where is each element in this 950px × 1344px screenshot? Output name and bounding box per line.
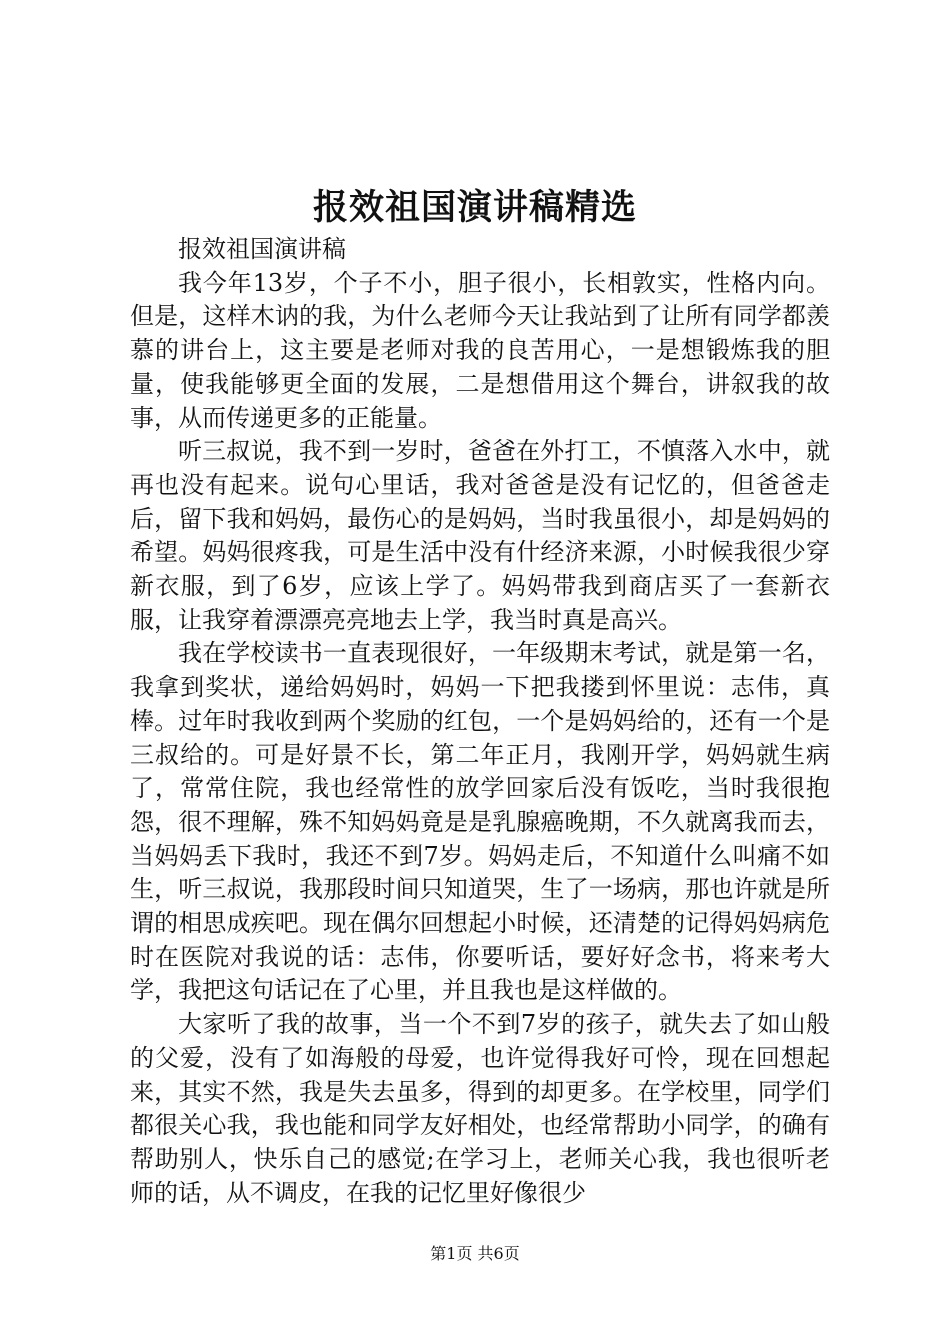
body-paragraph-4: 大家听了我的故事，当一个不到7岁的孩子，就失去了如山般的父爱，没有了如海般的母爱，也许觉得我好可怜，现在回想起来，其实不然，我是失去虽多，得到的却更多。在学校里，同学们都很关心我，我也能和同学友好相处，也经常帮助小同学，的确有帮助别人，快乐自己的感觉;在学习上，老师关心我，我也很听老师的话，从不调皮，在我的记忆里好像很少 — [130, 1010, 830, 1207]
document-body — [130, 233, 830, 1210]
page-number-footer: 第1页 共6页 — [430, 1244, 520, 1263]
document-title: 报效祖国演讲稿精选 — [312, 187, 637, 228]
body-paragraph-3: 我在学校读书一直表现很好，一年级期末考试，就是第一名，我拿到奖状，递给妈妈时，妈妈一下把我搂到怀里说：志伟，真棒。过年时我收到两个奖励的红包，一个是妈妈给的，还有一个是三叔给的。可是好景不长，第二年正月，我刚开学，妈妈就生病了，常常住院，我也经常性的放学回家后没有饭吃，当时我很抱怨，很不理解，殊不知妈妈竟是是乳腺癌晚期，不久就离我而去，当妈妈丢下我时，我还不到7岁。妈妈走后，不知道什么叫痛不如生，听三叔说，我那段时间只知道哭，生了一场病，那也许就是所谓的相思成疾吧。现在偶尔回想起小时候，还清楚的记得妈妈病危时在医院对我说的话：志伟，你要听话，要好好念书，将来考大学，我把这句话记在了心里，并且我也是这样做的。 — [130, 639, 830, 1005]
subtitle-paragraph: 报效祖国演讲稿 — [178, 235, 346, 263]
body-paragraph-2: 听三叔说，我不到一岁时，爸爸在外打工，不慎落入水中，就再也没有起来。说句心里话，我对爸爸是没有记忆的，但爸爸走后，留下我和妈妈，最伤心的是妈妈，当时我虽很小，却是妈妈的希望。妈妈很疼我，可是生活中没有什经济来源，小时候我很少穿新衣服，到了6岁，应该上学了。妈妈带我到商店买了一套新衣服，让我穿着漂漂亮亮地去上学，我当时真是高兴。 — [130, 437, 830, 634]
body-paragraph-1: 我今年13岁，个子不小，胆子很小，长相敦实，性格内向。但是，这样木讷的我，为什么老师今天让我站到了让所有同学都羡慕的讲台上，这主要是老师对我的良苦用心，一是想锻炼我的胆量，使我能够更全面的发展，二是想借用这个舞台，讲叙我的故事，从而传递更多的正能量。 — [130, 268, 830, 432]
